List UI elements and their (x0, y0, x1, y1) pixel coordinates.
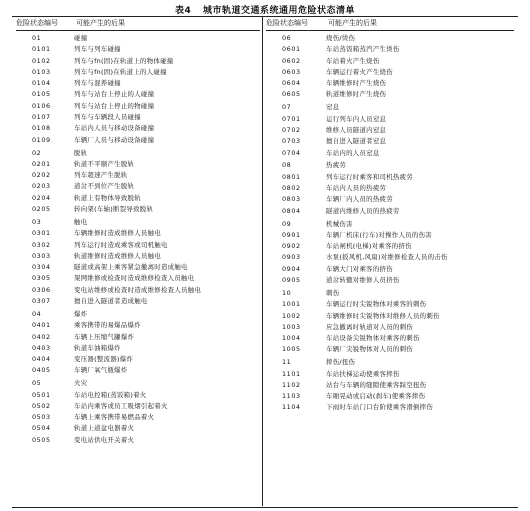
hazard-code: 0302 (32, 240, 51, 249)
hazard-consequence: 列车与列车碰撞 (74, 45, 121, 54)
hazard-consequence: 机械伤害 (326, 219, 353, 228)
hazard-code: 1103 (282, 392, 301, 401)
table-row (266, 275, 514, 286)
hazard-consequence: 烧伤/烫伤 (326, 34, 356, 42)
hazard-consequence: 车辆维修时产生烧伤 (326, 79, 387, 88)
table-row (16, 296, 260, 307)
hazard-consequence: 架网维修或检查时造成维修检查人员触电 (74, 274, 195, 283)
table-row (266, 380, 514, 391)
hazard-code: 05 (32, 379, 42, 388)
hazard-consequence: 车辆上压缩气罐爆炸 (74, 332, 135, 341)
hazard-code: 0203 (32, 182, 51, 191)
left-column (16, 17, 260, 446)
hazard-consequence: 轨道不平顺产生脱轨 (74, 159, 135, 168)
hazard-code: 0903 (282, 253, 301, 262)
hazard-consequence: 热疲劳 (326, 161, 347, 170)
category-row (16, 33, 260, 44)
hazard-code: 0204 (32, 193, 51, 202)
hazard-code: 1101 (282, 369, 301, 378)
hazard-code: 1004 (282, 334, 301, 343)
hazard-code: 0104 (32, 79, 51, 88)
table-row (266, 264, 514, 275)
hazard-code: 0802 (282, 184, 301, 193)
hazard-consequence: 车站着火产生烧伤 (326, 56, 380, 65)
hazard-consequence: 下雨时车站门口台阶使乘客滑倒摔伤 (326, 403, 434, 412)
hazard-code: 1002 (282, 311, 301, 320)
category-row (266, 160, 514, 171)
table-row (16, 56, 260, 67)
table-row (16, 181, 260, 192)
category-row (16, 378, 260, 389)
hazard-code: 1102 (282, 380, 301, 389)
hazard-consequence: 车辆厂尖锐物体对人员的刺伤 (326, 345, 413, 354)
hazard-consequence: 车辆维修时造成维修人员触电 (74, 229, 161, 238)
hazard-consequence: 轨道维修时产生烧伤 (326, 90, 387, 99)
hazard-consequence: 车站内人员与移动设备碰撞 (74, 124, 155, 133)
table-row (266, 322, 514, 333)
hazard-consequence: 车辆厂氧气瓶爆炸 (74, 366, 128, 375)
hazard-consequence: 隧道或高架上乘客紧急撤离时造成触电 (74, 263, 188, 272)
table-row (16, 332, 260, 343)
hazard-code: 1005 (282, 345, 301, 354)
hazard-consequence: 车辆厂机床(行车)对操作人员的伤害 (326, 230, 432, 239)
table-row (266, 172, 514, 183)
table-row (16, 365, 260, 376)
hazard-consequence: 车辆运行时尖锐物体对乘客的刺伤 (326, 300, 427, 309)
table-row (16, 44, 260, 55)
hazard-consequence: 变电站供电开关着火 (74, 435, 135, 444)
table-row (16, 193, 260, 204)
header-consequence: 可能产生的后果 (328, 19, 377, 27)
hazard-code: 11 (282, 358, 292, 367)
hazard-consequence: 运行列车内人员窒息 (326, 114, 387, 123)
table-row (266, 78, 514, 89)
table-row (16, 123, 260, 134)
table-row (266, 125, 514, 136)
table-row (16, 240, 260, 251)
hazard-code: 0601 (282, 45, 301, 54)
hazard-code: 0801 (282, 172, 301, 181)
table-row (16, 435, 260, 446)
hazard-consequence: 窒息 (326, 103, 340, 112)
hazard-code: 0503 (32, 413, 51, 422)
hazard-code: 0205 (32, 205, 51, 214)
hazard-consequence: 触电 (74, 217, 88, 226)
hazard-code: 0804 (282, 206, 301, 215)
hazard-code: 02 (32, 148, 42, 157)
hazard-code: 0604 (282, 79, 301, 88)
hazard-consequence: 车辆大门对乘客的挤伤 (326, 264, 393, 273)
hazard-consequence: 车站电控箱(蒸饭箱)着火 (74, 390, 147, 399)
hazard-consequence: 列车与站台上停止的物碰撞 (74, 101, 155, 110)
right-column (266, 17, 514, 414)
hazard-consequence: 车站内的人员窒息 (326, 148, 380, 157)
table-row (16, 159, 260, 170)
table-header (16, 17, 260, 31)
hazard-code: 0305 (32, 274, 51, 283)
hazard-consequence: 轨道维修时造成维修人员触电 (74, 251, 161, 260)
table-row (266, 206, 514, 217)
hazard-consequence: 道岔转辙对维修人员挤伤 (326, 276, 400, 285)
hazard-consequence: 转向架(车轴)断裂导致脱轨 (74, 205, 154, 214)
hazard-code: 0605 (282, 90, 301, 99)
hazard-code: 0701 (282, 114, 301, 123)
table-row (16, 423, 260, 434)
hazard-consequence: 车站内乘客或员工吸烟引起着火 (74, 401, 168, 410)
hazard-consequence: 车站扶梯运动使乘客摔伤 (326, 369, 400, 378)
table-row (16, 354, 260, 365)
hazard-code: 1104 (282, 403, 301, 412)
table-row (266, 194, 514, 205)
hazard-consequence: 车辆维修时尖锐物体对维修人员的刺伤 (326, 311, 440, 320)
hazard-consequence: 碰撞 (74, 34, 88, 42)
hazard-code: 0304 (32, 263, 51, 272)
hazard-consequence: 列车超速产生脱轨 (74, 171, 128, 180)
hazard-code: 04 (32, 309, 42, 318)
table-row (266, 56, 514, 67)
hazard-consequence: 爆炸 (74, 309, 88, 318)
category-row (16, 148, 260, 159)
table-header (266, 17, 514, 31)
table-row (16, 204, 260, 215)
hazard-code: 0303 (32, 251, 51, 260)
table-number: 表4 (175, 6, 192, 16)
hazard-code: 0306 (32, 285, 51, 294)
hazard-code: 0704 (282, 148, 301, 157)
category-row (266, 219, 514, 230)
table-row (266, 148, 514, 159)
hazard-consequence: 轨道车油箱爆炸 (74, 343, 121, 352)
hazard-code: 0103 (32, 67, 51, 76)
hazard-consequence: 车辆上乘客携带易燃品着火 (74, 413, 155, 422)
hazard-consequence: 道岔不到位产生脱轨 (74, 182, 135, 191)
header-code: 危险状态编号 (16, 19, 58, 27)
hazard-consequence: 变电站维修或检查时造成维修检查人员触电 (74, 285, 202, 294)
hazard-code: 0504 (32, 424, 51, 433)
table-row (16, 67, 260, 78)
hazard-consequence: 列车运行时乘客和司机热疲劳 (326, 172, 413, 181)
hazard-consequence: 应急撤离时轨道对人员的刺伤 (326, 322, 413, 331)
hazard-code: 0105 (32, 90, 51, 99)
hazard-consequence: 轨道上道盆电器着火 (74, 424, 135, 433)
hazard-consequence: 变压器(整流器)爆炸 (74, 355, 134, 364)
category-row (16, 309, 260, 320)
table-row (16, 135, 260, 146)
hazard-consequence: 刺伤 (326, 288, 340, 297)
table-row (266, 369, 514, 380)
table-row (266, 44, 514, 55)
table-row (266, 114, 514, 125)
hazard-code: 0102 (32, 56, 51, 65)
table-row (266, 89, 514, 100)
table-row (266, 402, 514, 413)
hazard-code: 0505 (32, 435, 51, 444)
table-row (266, 136, 514, 147)
hazard-consequence: 列车与车辆段人员碰撞 (74, 113, 141, 122)
hazard-code: 0501 (32, 390, 51, 399)
hazard-code: 0902 (282, 242, 301, 251)
hazard-code: 0602 (282, 56, 301, 65)
header-code: 危险状态编号 (266, 19, 308, 27)
hazard-consequence: 车辆运行着火产生烧伤 (326, 67, 393, 76)
table-row (266, 311, 514, 322)
hazard-consequence: 列车与fn(固)在轨道上的物体碰撞 (74, 56, 174, 65)
table-row (16, 251, 260, 262)
hazard-code: 1003 (282, 322, 301, 331)
table-row (266, 230, 514, 241)
hazard-code: 01 (32, 34, 42, 42)
table-title (0, 3, 530, 16)
hazard-consequence: 水泵(扳风机,风扇)对维修检查人员的击伤 (326, 253, 448, 262)
hazard-consequence: 车辆厂内人员的热疲劳 (326, 195, 393, 204)
hazard-code: 1001 (282, 300, 301, 309)
table-row (16, 112, 260, 123)
table-row (266, 252, 514, 263)
table-row (266, 241, 514, 252)
hazard-code: 0108 (32, 124, 51, 133)
hazard-code: 07 (282, 103, 292, 112)
table-row (16, 412, 260, 423)
hazard-code: 0106 (32, 101, 51, 110)
hazard-code: 09 (282, 219, 292, 228)
category-row (266, 288, 514, 299)
table-row (16, 262, 260, 273)
hazard-code: 08 (282, 161, 292, 170)
hazard-code: 0101 (32, 45, 51, 54)
hazard-consequence: 列车与混养碰撞 (74, 79, 121, 88)
table-row (16, 273, 260, 284)
hazard-code: 10 (282, 288, 292, 297)
table-row (16, 401, 260, 412)
hazard-code: 0202 (32, 171, 51, 180)
hazard-code: 0307 (32, 297, 51, 306)
hazard-consequence: 维修人员隧道内窒息 (326, 125, 387, 134)
table-row (16, 170, 260, 181)
hazard-code: 0502 (32, 401, 51, 410)
column-divider (262, 16, 263, 506)
table-row (266, 299, 514, 310)
hazard-consequence: 列车运行时造成乘客或司机触电 (74, 240, 168, 249)
table-row (266, 67, 514, 78)
table-row (266, 333, 514, 344)
table-caption: 城市轨道交通系统通用危险状态清单 (202, 6, 355, 16)
hazard-consequence: 脱轨 (74, 148, 88, 157)
table-row (16, 390, 260, 401)
hazard-consequence: 列车与站台上停止的人碰撞 (74, 90, 155, 99)
table-row (266, 344, 514, 355)
hazard-code: 0401 (32, 321, 51, 330)
table-row (16, 285, 260, 296)
category-row (266, 33, 514, 44)
category-row (16, 217, 260, 228)
table-row (16, 89, 260, 100)
hazard-code: 0403 (32, 343, 51, 352)
header-consequence: 可能产生的后果 (76, 19, 125, 27)
hazard-code: 0107 (32, 113, 51, 122)
hazard-code: 06 (282, 34, 292, 42)
table-row (266, 183, 514, 194)
hazard-code: 0301 (32, 229, 51, 238)
hazard-code: 03 (32, 217, 42, 226)
hazard-consequence: 车站内人员的热疲劳 (326, 184, 387, 193)
hazard-code: 0702 (282, 125, 301, 134)
table-row (16, 228, 260, 239)
hazard-consequence: 擅自进入隧道者造成触电 (74, 297, 148, 306)
table-row (16, 320, 260, 331)
hazard-consequence: 站台与车辆的缝隙使乘客踩空扭伤 (326, 380, 427, 389)
table-row (266, 391, 514, 402)
table-row (16, 343, 260, 354)
hazard-code: 0109 (32, 135, 51, 144)
table-row (16, 78, 260, 89)
hazard-consequence: 车站设备尖锐物体对乘客的刺伤 (326, 334, 420, 343)
hazard-code: 0405 (32, 366, 51, 375)
hazard-code: 0402 (32, 332, 51, 341)
hazard-consequence: 摔伤/扭伤 (326, 358, 356, 367)
category-row (266, 357, 514, 368)
hazard-consequence: 车厢晃动或启动(刹车)使乘客摔伤 (326, 392, 426, 401)
hazard-code: 0703 (282, 137, 301, 146)
hazard-code: 0201 (32, 159, 51, 168)
hazard-code: 0603 (282, 67, 301, 76)
hazard-code: 0901 (282, 230, 301, 239)
hazard-code: 0404 (32, 355, 51, 364)
hazard-consequence: 车站闸机(电梯)对乘客的挤伤 (326, 242, 412, 251)
hazard-code: 0904 (282, 264, 301, 273)
hazard-consequence: 轨道上有物体导致脱轨 (74, 193, 141, 202)
hazard-consequence: 擅自进入隧道者窒息 (326, 137, 387, 146)
hazard-consequence: 车辆厂人员与移动设备碰撞 (74, 135, 155, 144)
table-row (16, 101, 260, 112)
hazard-code: 0803 (282, 195, 301, 204)
hazard-consequence: 火灾 (74, 379, 88, 388)
hazard-consequence: 乘客携带的易爆品爆炸 (74, 321, 141, 330)
hazard-consequence: 车站蒸饭箱蒸汽产生烫伤 (326, 45, 400, 54)
category-row (266, 102, 514, 113)
hazard-consequence: 隧道内维修人员的热疲劳 (326, 206, 400, 215)
hazard-code: 0905 (282, 276, 301, 285)
hazard-consequence: 列车与fn(固)在轨道上的人碰撞 (74, 67, 167, 76)
